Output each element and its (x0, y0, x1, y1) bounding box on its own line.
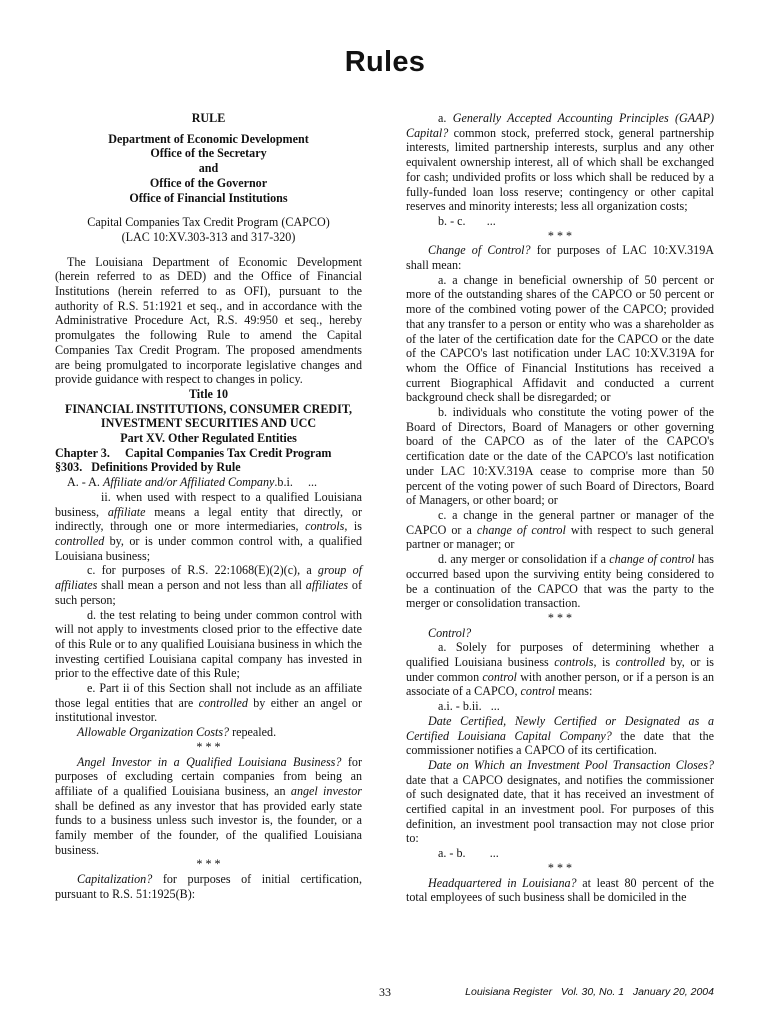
dept-line: Office of the Governor (149, 175, 268, 190)
lac-citation: (LAC 10:XV.303-313 and 317-320) (121, 229, 296, 244)
def-change-of-control: Change of Control? for purposes of LAC 10:XV.319A shall mean: (406, 243, 714, 273)
intro-paragraph: The Louisiana Department of Economic Development (herein referred to as DED) and the Office of Financial Institutions (herein referred to as OFI), pursuant to the authority of R.S. 51:1921 et seq., and in accordance with the Administrative Procedure Act, R.S. 49:950 et seq., hereby promulgates the following Rule to amend the Capital Companies Tax Credit Program. The proposed amendments are being promulgated to incorporate legislative changes and provide guidance with respect to changes in policy. (55, 254, 362, 387)
section-break: * * * (547, 610, 573, 625)
def-change-of-control-d: d. any merger or consolidation if a change of control has occurred based upon the surviving entity being considered to be a continuation of the CAPCO that was the party to the merger or consolidation transaction. (406, 552, 714, 611)
dept-line: Department of Economic Development (108, 131, 309, 146)
right-column (406, 111, 714, 905)
elided-items: a. - b. ... (438, 846, 499, 861)
program-name: Capital Companies Tax Credit Program (CAPCO) (87, 215, 330, 230)
left-column (55, 111, 362, 902)
def-change-of-control-b: b. individuals who constitute the voting power of the Board of Directors, Board of Managers or other governing board of the CAPCO as of the later of the CAPCO's certification date or the date of the CAPCO's last notification under LAC 10:XV.319A cease to comprise more than 50 percent of the voting power of such Board of Directors, Board of Managers, or other board; or (406, 405, 714, 508)
def-change-of-control-a: a. a change in beneficial ownership of 50 percent or more of the outstanding shares of the CAPCO or 50 percent or more of the combined voting power of the CAPCO; provided that any transfer to a person or entity who was a shareholder as of the later of the certification date for the CAPCO or the date of the CAPCO's last notification under LAC 10:XV.319A for whom the Office of Financial Institutions has received a current Biographical Affidavit and conducted a current background check shall be disregarded; or (406, 272, 714, 405)
title-name: FINANCIAL INSTITUTIONS, CONSUMER CREDIT, INVESTMENT SECURITIES AND UCC (64, 401, 353, 431)
def-control: Control? (428, 625, 472, 640)
def-capitalization: Capitalization? for purposes of initial certification, pursuant to R.S. 51:1925(B): (55, 872, 362, 901)
title-number: Title 10 (188, 386, 229, 401)
page-number: 33 (379, 985, 391, 999)
section-break: * * * (196, 739, 221, 754)
section-break: * * * (547, 860, 573, 875)
def-affiliate: A. - A. Affiliate and/or Affiliated Company.b.i. ... (67, 475, 318, 490)
def-affiliate-d: d. the test relating to being under common control with will not apply to investments closed prior to the effective date of this Rule or to any qualified Louisiana business in which the investing certified Louisiana capital company has invested in prior to the effective date of this Rule; (55, 607, 362, 681)
def-gaap-capital: a. Generally Accepted Accounting Principles (GAAP) Capital? common stock, preferred stock, general partnership interests, limited partnership interests, surplus and any other equivalent ownership interest, all of which shall be exchanged for cash; undivided profits or loss which shall be reduced by a fully-funded loan loss reserve; contingency or other capital reserves and minority interests; less all organization costs; (406, 111, 714, 214)
section-heading: §303. Definitions Provided by Rule (55, 460, 241, 475)
def-date-certified: Date Certified, Newly Certified or Designated as a Certified Louisiana Capital Company? the date that the commissioner notifies a CAPCO of its certification. (406, 713, 714, 758)
section-break: * * * (196, 857, 221, 872)
def-affiliate-e: e. Part ii of this Section shall not include as an affiliate those legal entities that are controlled by either an angel or institutional investor. (55, 681, 362, 725)
chapter-heading: Chapter 3. Capital Companies Tax Credit Program (55, 445, 332, 460)
def-change-of-control-c: c. a change in the general partner or manager of the CAPCO or a change of control with respect to such general partner or manager; or (406, 507, 714, 552)
dept-line: Office of Financial Institutions (129, 190, 288, 205)
def-date-pool-closes: Date on Which an Investment Pool Transaction Closes? date that a CAPCO designates, and notifies the commissioner of such designated date, that it has received an investment of certified capital in an investment pool. For purposes of this definition, an investment pool transaction may not close prior to: (406, 757, 714, 846)
elided-items: b. - c. ... (438, 213, 496, 228)
def-headquartered: Headquartered in Louisiana? at least 80 percent of the total employees of such business shall be domiciled in the (406, 875, 714, 905)
rule-heading: RULE (191, 111, 226, 125)
part-heading: Part XV. Other Regulated Entities (120, 431, 297, 446)
def-allowable-org-costs: Allowable Organization Costs? repealed. (77, 725, 277, 740)
def-affiliate-c: c. for purposes of R.S. 22:1068(E)(2)(c), a group of affiliates shall mean a person and not less than all affiliates of such person; (55, 563, 362, 607)
page-title: Rules (344, 46, 426, 78)
dept-line: Office of the Secretary (150, 146, 267, 161)
register-citation: Louisiana Register Vol. 30, No. 1 January 20, 2004 (465, 986, 714, 998)
def-affiliate-ii: ii. when used with respect to a qualified Louisiana business, affiliate means a legal entity that directly, or indirectly, through one or more intermediaries, controls, is controlled by, or is under common control with, a qualified Louisiana business; (55, 489, 362, 563)
elided-items: a.i. - b.ii. ... (438, 699, 500, 714)
def-angel-investor: Angel Investor in a Qualified Louisiana Business? for purposes of excluding certain companies from being an affiliate of a qualified Louisiana business, an angel investor shall be defined as any investor that has provided early state funds to a business unless such investor is, the founder, or a family member of the founder, of the qualified Louisiana business. (55, 754, 363, 857)
def-control-a: a. Solely for purposes of determining whether a qualified Louisiana business controls, is controlled by, or is under common control with another person, or if a person is an associate of a CAPCO, control means: (406, 640, 715, 699)
dept-line: and (198, 161, 219, 176)
section-break: * * * (547, 228, 573, 243)
